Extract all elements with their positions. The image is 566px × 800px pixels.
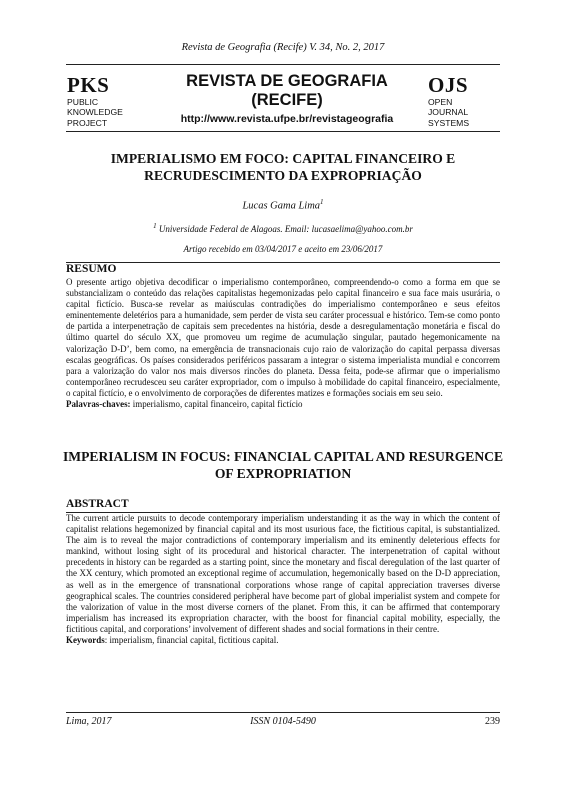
page-number: 239 — [485, 716, 500, 727]
author — [0, 198, 566, 212]
resumo-body — [66, 277, 500, 410]
keywords-label: Keywords — [66, 635, 105, 646]
journal-url-link[interactable]: http://www.revista.ufpe.br/revistageografia — [180, 113, 394, 125]
ojs-logo[interactable] — [428, 74, 508, 128]
abstract-body — [66, 513, 500, 646]
footer-rule — [66, 712, 500, 713]
footer-author: Lima, 2017 — [66, 716, 112, 727]
pks-abbr: PKS — [67, 73, 110, 97]
article-dates: Artigo recebido em 03/04/2017 e aceito em 23/06/2017 — [183, 244, 383, 254]
resumo-keywords — [66, 399, 500, 410]
ojs-line: JOURNAL — [428, 107, 469, 118]
affiliation-superscript: 1 — [153, 222, 157, 230]
pks-logo[interactable] — [67, 74, 147, 128]
header-rule-top — [66, 64, 500, 65]
journal-title: REVISTA DE GEOGRAFIA — [186, 72, 388, 90]
author-superscript: 1 — [320, 198, 324, 206]
header-rule-bottom — [66, 131, 500, 132]
resumo-heading: RESUMO — [66, 263, 117, 275]
author-name: Lucas Gama Lima — [242, 200, 321, 212]
ojs-line: SYSTEMS — [428, 117, 470, 128]
resumo-rule — [66, 262, 500, 263]
footer-issn: ISSN 0104-5490 — [250, 716, 316, 727]
keywords-text: imperialismo, capital financeiro, capital fictício — [130, 399, 303, 410]
title-line: IMPERIALISMO EM FOCO: CAPITAL FINANCEIRO E — [110, 151, 456, 166]
title-line: IMPERIALISM IN FOCUS: FINANCIAL CAPITAL AND RESURGENCE — [62, 449, 504, 464]
pks-line: PUBLIC — [67, 97, 99, 107]
abstract-heading: ABSTRACT — [66, 498, 129, 510]
journal-masthead — [150, 72, 424, 125]
article-title-pt — [60, 150, 506, 184]
resumo-text: O presente artigo objetiva decodificar o imperialismo contemporâneo, compreendendo-o como a forma em que se substancializam o conteúdo das relações capitalistas hegemonizadas pelo capital financeiro e sua face mais usurária, o capital fictício. Busca-se revelar as maiúsculas contradições do imperialismo contemporâneo e seus efeitos eminentemente deletérios para a humanidade, sem perder de vista seu caráter processual e histórico. Tem-se como ponto de partida a interpenetração de capitais sem precedentes na história, desde a desregulamentação monetária e fiscal do último quartel do século XX, que promoveu um regime de acumulação singular, pautado hegemonicamente na valorização D-D’, bem como, na emergência de transnacionais cujo raio de valorização do capital perpassa diversas escalas geográficas. Os países considerados periféricos passaram a integrar o sistema imperialista mundial e concorrem para a valorização do valor nos mais diversos rincões do planeta. Dessa feita, pode-se afirmar que o imperialismo contemporâneo recrudesceu seu caráter expropriador, com o impulso à mobilidade do capital financeiro, especialmente, o capital fictício, e o envolvimento de corporações de diferentes matizes e formações sociais em seu seio. — [66, 277, 500, 398]
pks-line: PROJECT — [67, 117, 108, 128]
running-head: Revista de Geografia (Recife) V. 34, No. 2, 2017 — [181, 42, 385, 53]
keywords-text: : imperialism, financial capital, fictitious capital. — [104, 635, 279, 646]
title-line: OF EXPROPRIATION — [214, 466, 352, 481]
keywords-label: Palavras-chaves: — [66, 399, 131, 410]
pks-line: KNOWLEDGE — [67, 107, 123, 118]
abstract-text: The current article pursuits to decode contemporary imperialism understanding it as the way in which the content of capitalist relations hegemonized by financial capital and its most usurious face, the fictitious capital, is substantialized. The aim is to reveal the major contradictions of contemporary imperialism and its eminently deleterious effects for mankind, without losing sight of its procedural and historical character. The interpenetration of capital without precedents in history can be regarded as a starting point, since the monetary and fiscal deregulation of the last quarter of the XX century, which promoted an exceptional regime of accumulation, hegemonically based on the D-D appreciation, as well as in the emergence of transnational corporations whose range of capital appreciation traverses diverse geographical scales. The countries considered peripheral have become part of global imperialist system and compete for the valorization of value in the most diverse corners of the planet. From this, it can be affirmed that contemporary imperialism has increased its expropriation character, with the boost for financial capital mobility, especially, the fictitious capital, and corporations’ involvement of different shades and social formations in their centre. — [66, 513, 500, 634]
title-line: RECRUDESCIMENTO DA EXPROPRIAÇÃO — [144, 168, 422, 183]
article-title-en — [60, 448, 506, 482]
ojs-line: OPEN — [428, 97, 453, 107]
ojs-abbr: OJS — [428, 73, 469, 97]
affiliation — [0, 222, 566, 234]
journal-subtitle: (RECIFE) — [251, 91, 323, 109]
abstract-keywords — [66, 635, 500, 646]
affiliation-text: Universidade Federal de Alagoas. Email: lucasaelima@yahoo.com.br — [158, 224, 413, 234]
